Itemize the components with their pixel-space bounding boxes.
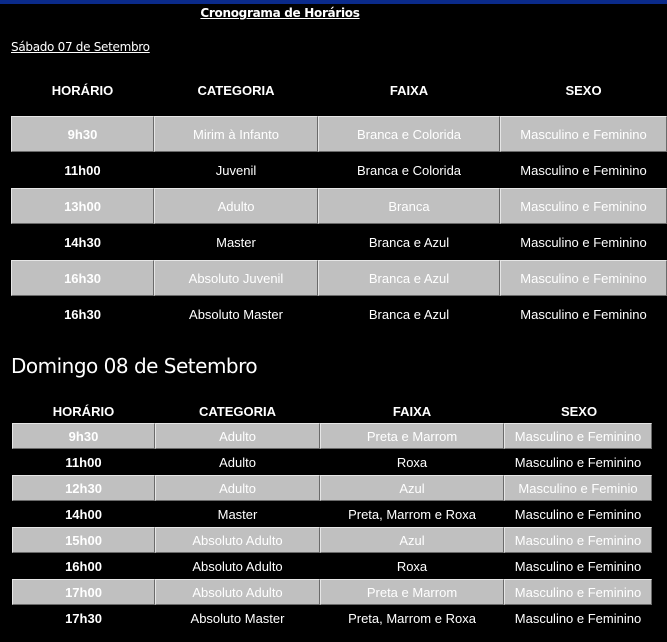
category-cell: Adulto (155, 475, 320, 501)
category-cell: Absoluto Master (155, 605, 320, 631)
sun-header-belt: FAIXA (392, 404, 432, 419)
sunday-date-heading: Domingo 08 de Setembro (11, 354, 258, 378)
time-cell: 14h00 (12, 501, 155, 527)
sat-header-belt: FAIXA (389, 83, 429, 98)
category-cell: Absoluto Adulto (155, 527, 320, 553)
sex-cell: Masculino e Feminino (504, 579, 652, 605)
page-title: Cronograma de Horários (200, 6, 360, 20)
belt-cell: Preta e Marrom (320, 579, 504, 605)
sex-cell: Masculino e Feminino (500, 116, 667, 152)
belt-cell: Branca e Colorida (318, 152, 500, 188)
category-cell: Juvenil (154, 152, 318, 188)
sun-header-sex: SEXO (560, 404, 598, 419)
saturday-date-heading: Sábado 07 de Setembro (11, 40, 150, 54)
sex-cell: Masculino e Feminino (500, 188, 667, 224)
belt-cell: Branca e Colorida (318, 116, 500, 152)
category-cell: Adulto (155, 423, 320, 449)
sex-cell: Masculino e Feminino (504, 605, 652, 631)
table-row (11, 188, 667, 224)
category-cell: Adulto (155, 449, 320, 475)
time-cell: 12h30 (12, 475, 155, 501)
sat-header-category: CATEGORIA (197, 83, 275, 98)
category-cell: Master (154, 224, 318, 260)
sat-header-time: HORÁRIO (51, 83, 114, 98)
sex-cell: Masculino e Feminino (500, 224, 667, 260)
table-row (12, 423, 652, 449)
saturday-schedule-table (11, 116, 667, 332)
sun-header-category: CATEGORIA (198, 404, 277, 419)
table-row (12, 449, 652, 475)
belt-cell: Branca e Azul (318, 296, 500, 332)
belt-cell: Azul (320, 527, 504, 553)
belt-cell: Branca e Azul (318, 224, 500, 260)
table-row (12, 527, 652, 553)
table-row (12, 553, 652, 579)
time-cell: 16h30 (11, 296, 154, 332)
time-cell: 16h00 (12, 553, 155, 579)
sex-cell: Masculino e Feminino (500, 152, 667, 188)
time-cell: 9h30 (12, 423, 155, 449)
time-cell: 16h30 (11, 260, 154, 296)
table-row (11, 260, 667, 296)
sex-cell: Masculino e Feminino (500, 296, 667, 332)
table-row (12, 501, 652, 527)
sex-cell: Masculino e Feminio (504, 475, 652, 501)
table-row (12, 579, 652, 605)
time-cell: 9h30 (11, 116, 154, 152)
sex-cell: Masculino e Feminino (504, 553, 652, 579)
belt-cell: Roxa (320, 553, 504, 579)
time-cell: 11h00 (12, 449, 155, 475)
belt-cell: Preta, Marrom e Roxa (320, 501, 504, 527)
belt-cell: Roxa (320, 449, 504, 475)
top-bar (0, 0, 667, 4)
sex-cell: Masculino e Feminino (504, 449, 652, 475)
sat-header-sex: SEXO (565, 83, 602, 98)
time-cell: 15h00 (12, 527, 155, 553)
belt-cell: Preta e Marrom (320, 423, 504, 449)
category-cell: Master (155, 501, 320, 527)
belt-cell: Branca e Azul (318, 260, 500, 296)
belt-cell: Preta, Marrom e Roxa (320, 605, 504, 631)
category-cell: Absoluto Adulto (155, 553, 320, 579)
sun-header-time: HORÁRIO (52, 404, 115, 419)
category-cell: Absoluto Juvenil (154, 260, 318, 296)
table-row (11, 224, 667, 260)
table-row (12, 475, 652, 501)
sex-cell: Masculino e Feminino (504, 527, 652, 553)
belt-cell: Branca (318, 188, 500, 224)
time-cell: 11h00 (11, 152, 154, 188)
table-row (11, 296, 667, 332)
table-row (11, 116, 667, 152)
time-cell: 14h30 (11, 224, 154, 260)
sex-cell: Masculino e Feminino (504, 423, 652, 449)
time-cell: 17h00 (12, 579, 155, 605)
time-cell: 13h00 (11, 188, 154, 224)
sex-cell: Masculino e Feminino (504, 501, 652, 527)
category-cell: Absoluto Adulto (155, 579, 320, 605)
category-cell: Mirim à Infanto (154, 116, 318, 152)
category-cell: Absoluto Master (154, 296, 318, 332)
belt-cell: Azul (320, 475, 504, 501)
sex-cell: Masculino e Feminino (500, 260, 667, 296)
table-row (12, 605, 652, 631)
category-cell: Adulto (154, 188, 318, 224)
table-row (11, 152, 667, 188)
time-cell: 17h30 (12, 605, 155, 631)
sunday-schedule-table (12, 423, 652, 631)
